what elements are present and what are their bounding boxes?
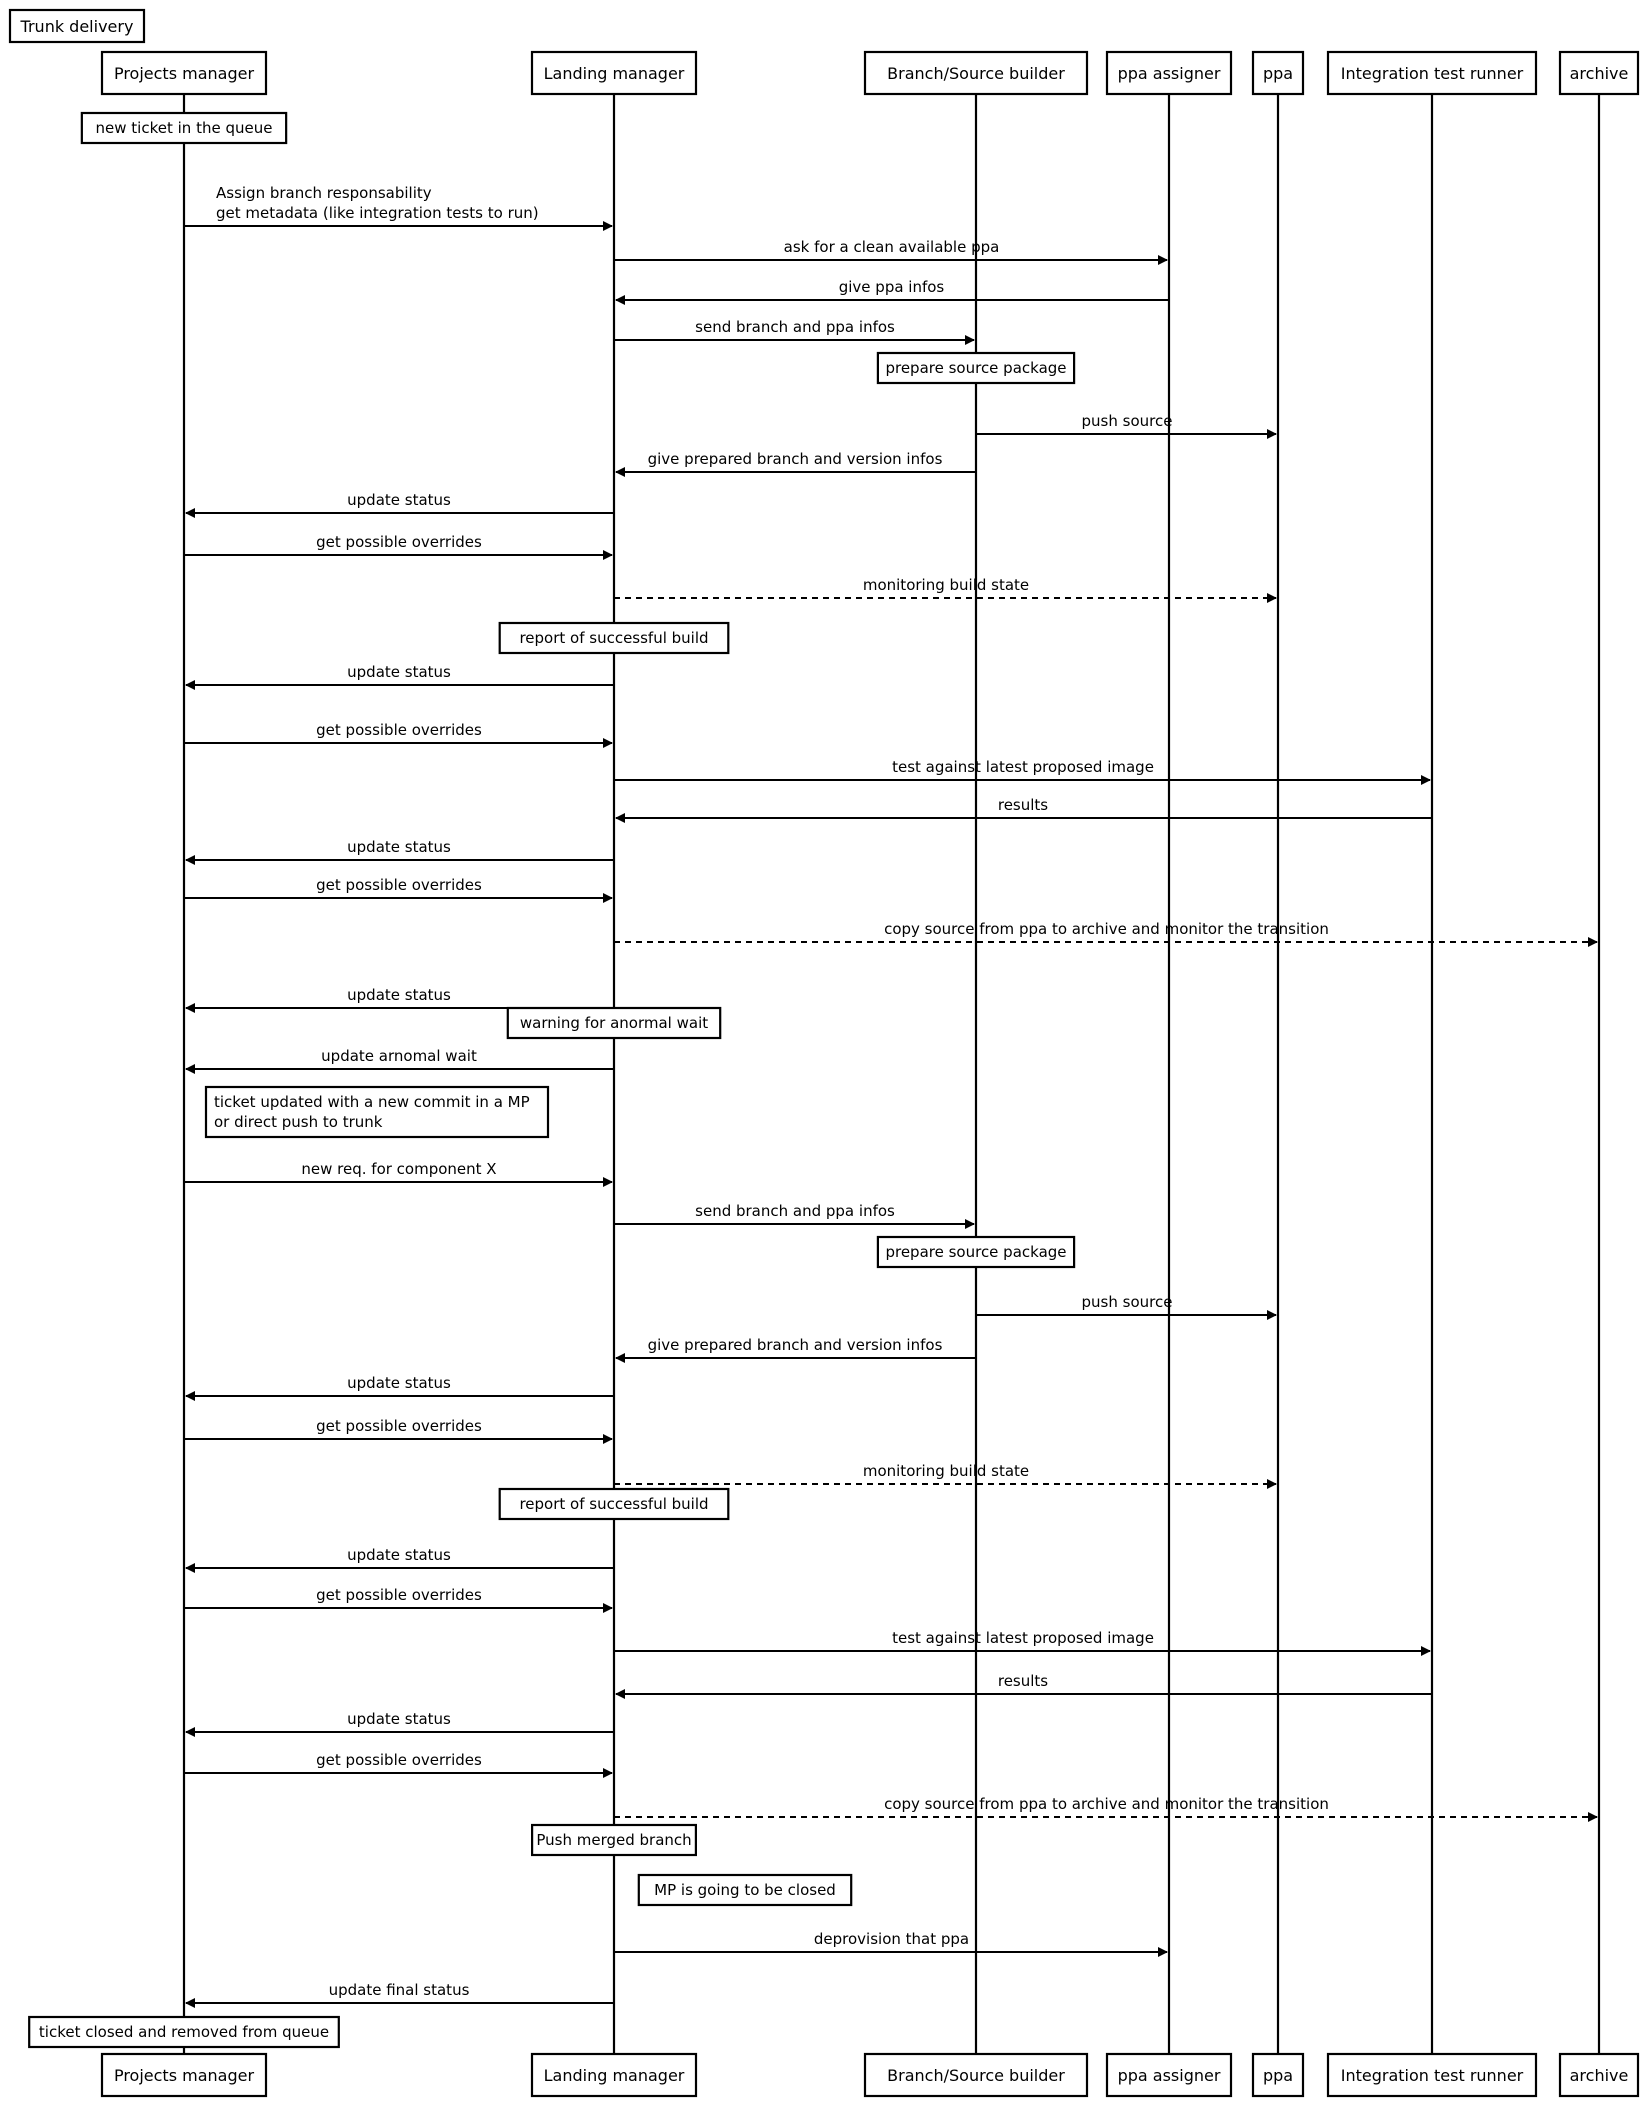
message-15 bbox=[616, 796, 1432, 818]
note-43 bbox=[29, 2017, 339, 2047]
message-label: get possible overrides bbox=[316, 1586, 482, 1604]
message-7 bbox=[616, 450, 976, 472]
message-label: push source bbox=[1081, 1293, 1173, 1311]
message-label: send branch and ppa infos bbox=[695, 1202, 895, 1220]
message-1 bbox=[184, 184, 612, 226]
note-31 bbox=[500, 1489, 729, 1519]
note-20 bbox=[508, 1008, 720, 1038]
message-12 bbox=[186, 663, 614, 685]
message-10 bbox=[614, 576, 1276, 598]
diagram-title-text: Trunk delivery bbox=[20, 17, 134, 36]
message-32 bbox=[186, 1546, 614, 1568]
message-33 bbox=[184, 1586, 612, 1608]
participant-lm-top bbox=[532, 52, 696, 94]
note-text: MP is going to be closed bbox=[654, 1881, 836, 1899]
message-label: copy source from ppa to archive and monitor the transition bbox=[884, 1795, 1329, 1813]
message-41 bbox=[614, 1930, 1167, 1952]
message-3 bbox=[616, 278, 1169, 300]
message-label: update arnomal wait bbox=[321, 1047, 477, 1065]
message-label: deprovision that ppa bbox=[813, 1930, 970, 1948]
participant-itr-bottom bbox=[1328, 2054, 1536, 2096]
message-27 bbox=[616, 1336, 976, 1358]
message-21 bbox=[186, 1047, 614, 1069]
message-label: test against latest proposed image bbox=[892, 1629, 1154, 1647]
message-label: update status bbox=[347, 986, 451, 1004]
note-text: report of successful build bbox=[519, 629, 709, 647]
note-40 bbox=[639, 1875, 851, 1905]
participants-top bbox=[102, 52, 1638, 94]
message-26 bbox=[976, 1293, 1276, 1315]
participants-bottom bbox=[102, 2054, 1638, 2096]
message-label: push source bbox=[1081, 412, 1173, 430]
message-6 bbox=[976, 412, 1276, 434]
participant-archive-top bbox=[1560, 52, 1638, 94]
note-text: Push merged branch bbox=[536, 1831, 692, 1849]
message-19 bbox=[186, 986, 614, 1008]
note-39 bbox=[532, 1825, 696, 1855]
participant-label: archive bbox=[1569, 64, 1629, 83]
diagram-title bbox=[10, 10, 144, 42]
participant-label: ppa bbox=[1262, 2066, 1294, 2085]
message-2 bbox=[614, 238, 1167, 260]
participant-label: Projects manager bbox=[113, 64, 255, 83]
participant-archive-bottom bbox=[1560, 2054, 1638, 2096]
note-text: warning for anormal wait bbox=[519, 1014, 709, 1032]
participant-label: ppa assigner bbox=[1117, 64, 1221, 83]
message-label: test against latest proposed image bbox=[892, 758, 1154, 776]
message-4 bbox=[614, 318, 974, 340]
message-35 bbox=[616, 1672, 1432, 1694]
note-text: prepare source package bbox=[885, 359, 1067, 377]
participant-ppa_assigner-bottom bbox=[1107, 2054, 1231, 2096]
message-42 bbox=[186, 1981, 614, 2003]
message-label: monitoring build state bbox=[862, 576, 1030, 594]
participant-label: ppa bbox=[1262, 64, 1294, 83]
message-label: get possible overrides bbox=[316, 721, 482, 739]
message-37 bbox=[184, 1751, 612, 1773]
message-17 bbox=[184, 876, 612, 898]
participant-ppa-top bbox=[1253, 52, 1303, 94]
message-label: update final status bbox=[328, 1981, 470, 1999]
participant-label: Integration test runner bbox=[1340, 2066, 1524, 2085]
message-label: update status bbox=[347, 663, 451, 681]
message-label: get possible overrides bbox=[316, 876, 482, 894]
message-label: send branch and ppa infos bbox=[695, 318, 895, 336]
note-22 bbox=[206, 1087, 548, 1137]
message-label: ask for a clean available ppa bbox=[783, 238, 1000, 256]
events bbox=[29, 113, 1597, 2047]
message-18 bbox=[614, 920, 1597, 942]
participant-label: Integration test runner bbox=[1340, 64, 1524, 83]
message-label: Assign branch responsability bbox=[216, 184, 432, 202]
message-36 bbox=[186, 1710, 614, 1732]
participant-label: ppa assigner bbox=[1117, 2066, 1221, 2085]
message-23 bbox=[184, 1160, 612, 1182]
message-label: results bbox=[997, 1672, 1049, 1690]
message-label: give prepared branch and version infos bbox=[647, 1336, 943, 1354]
message-label: new req. for component X bbox=[301, 1160, 497, 1178]
participant-itr-top bbox=[1328, 52, 1536, 94]
message-9 bbox=[184, 533, 612, 555]
message-30 bbox=[614, 1462, 1276, 1484]
message-16 bbox=[186, 838, 614, 860]
message-label: results bbox=[997, 796, 1049, 814]
note-text: ticket updated with a new commit in a MP bbox=[214, 1093, 530, 1111]
participant-label: Landing manager bbox=[543, 64, 685, 83]
participant-label: Projects manager bbox=[113, 2066, 255, 2085]
message-label: get possible overrides bbox=[316, 533, 482, 551]
note-text: new ticket in the queue bbox=[95, 119, 273, 137]
note-11 bbox=[500, 623, 729, 653]
participant-label: Landing manager bbox=[543, 2066, 685, 2085]
note-text: prepare source package bbox=[885, 1243, 1067, 1261]
note-25 bbox=[878, 1237, 1074, 1267]
participant-lm-bottom bbox=[532, 2054, 696, 2096]
message-24 bbox=[614, 1202, 974, 1224]
message-label: update status bbox=[347, 491, 451, 509]
message-label: copy source from ppa to archive and monitor the transition bbox=[884, 920, 1329, 938]
note-0 bbox=[82, 113, 286, 143]
message-label: give prepared branch and version infos bbox=[647, 450, 943, 468]
message-label: get possible overrides bbox=[316, 1751, 482, 1769]
note-text: or direct push to trunk bbox=[214, 1113, 383, 1131]
message-label: get possible overrides bbox=[316, 1417, 482, 1435]
message-34 bbox=[614, 1629, 1430, 1651]
message-label: get metadata (like integration tests to run) bbox=[216, 204, 539, 222]
message-28 bbox=[186, 1374, 614, 1396]
participant-ppa-bottom bbox=[1253, 2054, 1303, 2096]
note-5 bbox=[878, 353, 1074, 383]
message-label: update status bbox=[347, 838, 451, 856]
participant-bsb-top bbox=[865, 52, 1087, 94]
message-label: update status bbox=[347, 1374, 451, 1392]
message-14 bbox=[614, 758, 1430, 780]
message-label: update status bbox=[347, 1710, 451, 1728]
message-29 bbox=[184, 1417, 612, 1439]
message-label: monitoring build state bbox=[862, 1462, 1030, 1480]
note-text: ticket closed and removed from queue bbox=[38, 2023, 330, 2041]
participant-pm-top bbox=[102, 52, 266, 94]
message-label: update status bbox=[347, 1546, 451, 1564]
message-13 bbox=[184, 721, 612, 743]
participant-label: Branch/Source builder bbox=[887, 2066, 1065, 2085]
participant-label: archive bbox=[1569, 2066, 1629, 2085]
participant-bsb-bottom bbox=[865, 2054, 1087, 2096]
message-8 bbox=[186, 491, 614, 513]
participant-ppa_assigner-top bbox=[1107, 52, 1231, 94]
note-text: report of successful build bbox=[519, 1495, 709, 1513]
message-label: give ppa infos bbox=[838, 278, 945, 296]
participant-pm-bottom bbox=[102, 2054, 266, 2096]
participant-label: Branch/Source builder bbox=[887, 64, 1065, 83]
message-38 bbox=[614, 1795, 1597, 1817]
